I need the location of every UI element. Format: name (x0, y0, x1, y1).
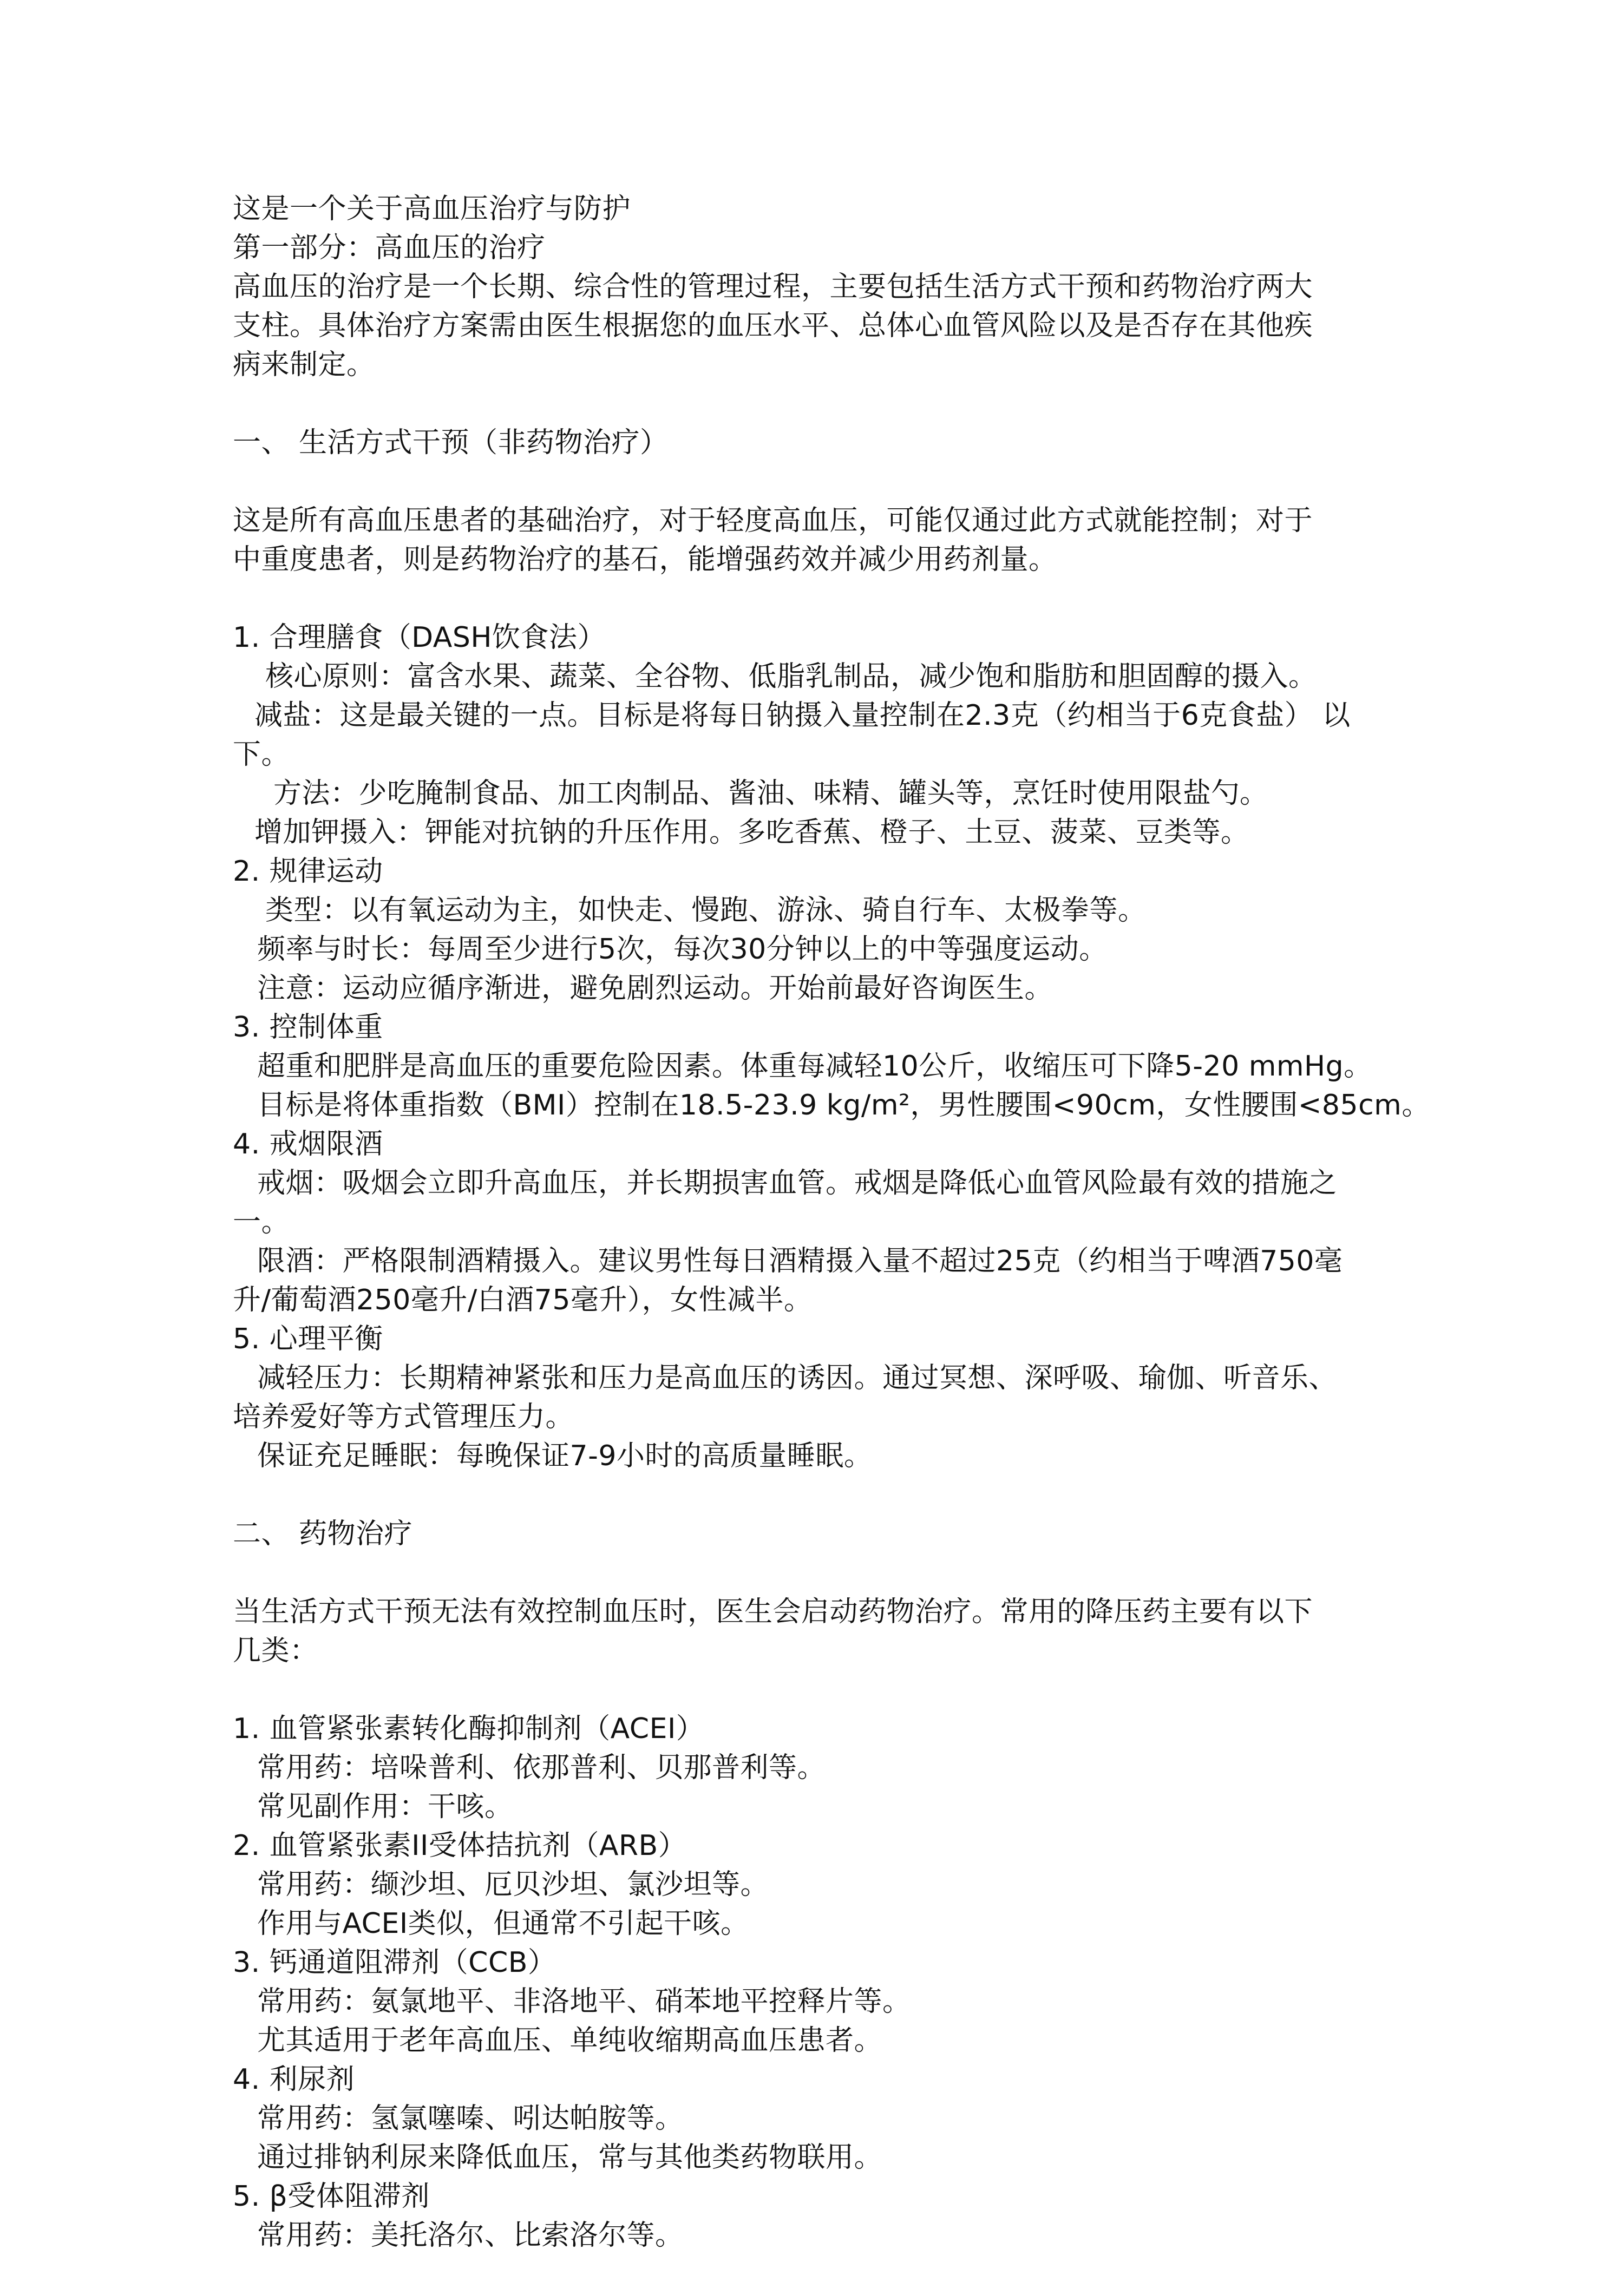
list-item: 保证充足睡眠：每晚保证7-9小时的高质量睡眠。 (257, 1440, 873, 1472)
subsection-heading: 2. 规律运动 (233, 855, 383, 888)
paragraph-line: 几类： (233, 1635, 318, 1667)
subsection-heading: 4. 利尿剂 (233, 2063, 355, 2096)
list-item: 减盐：这是最关键的一点。目标是将每日钠摄入量控制在2.3克（约相当于6克食盐） 以 (254, 699, 1351, 732)
list-item: 培养爱好等方式管理压力。 (233, 1401, 574, 1433)
list-item: 减轻压力：长期精神紧张和压力是高血压的诱因。通过冥想、深呼吸、瑜伽、听音乐、 (257, 1362, 1338, 1394)
list-item: 常用药：氢氯噻嗪、吲达帕胺等。 (257, 2102, 684, 2135)
list-item: 类型：以有氧运动为主，如快走、慢跑、游泳、骑自行车、太极拳等。 (265, 894, 1147, 927)
subsection-heading: 5. 心理平衡 (233, 1323, 383, 1355)
subsection-heading: 3. 控制体重 (233, 1011, 383, 1044)
list-item: 常用药：缬沙坦、厄贝沙坦、氯沙坦等。 (257, 1868, 769, 1901)
subsection-heading: 4. 戒烟限酒 (233, 1128, 383, 1160)
part-heading: 第一部分：高血压的治疗 (233, 232, 546, 264)
list-item: 增加钾摄入：钾能对抗钠的升压作用。多吃香蕉、橙子、土豆、菠菜、豆类等。 (254, 816, 1249, 849)
intro-line: 高血压的治疗是一个长期、综合性的管理过程，主要包括生活方式干预和药物治疗两大 (233, 271, 1313, 303)
list-item: 升/葡萄酒250毫升/白酒75毫升），女性减半。 (233, 1284, 813, 1316)
paragraph-line: 中重度患者，则是药物治疗的基石，能增强药效并减少用药剂量。 (233, 543, 1057, 576)
list-item: 常用药：氨氯地平、非洛地平、硝苯地平控释片等。 (257, 1985, 911, 2018)
list-item: 戒烟：吸烟会立即升高血压，并长期损害血管。戒烟是降低心血管风险最有效的措施之 (257, 1167, 1338, 1199)
list-item: 常见副作用：干咳。 (257, 1791, 513, 1823)
list-item: 一。 (233, 1206, 290, 1238)
list-item: 作用与ACEI类似，但通常不引起干咳。 (257, 1907, 749, 1940)
list-item: 通过排钠利尿来降低血压，常与其他类药物联用。 (257, 2141, 883, 2174)
list-item: 限酒：严格限制酒精摄入。建议男性每日酒精摄入量不超过25克（约相当于啤酒750毫 (257, 1245, 1343, 1277)
section-heading: 二、 药物治疗 (233, 1518, 413, 1550)
subsection-heading: 1. 血管紧张素转化酶抑制剂（ACEI） (233, 1713, 705, 1745)
subsection-heading: 5. β受体阻滞剂 (233, 2180, 430, 2213)
list-item: 核心原则：富含水果、蔬菜、全谷物、低脂乳制品，减少饱和脂肪和胆固醇的摄入。 (265, 660, 1317, 693)
list-item: 方法：少吃腌制食品、加工肉制品、酱油、味精、罐头等，烹饪时使用限盐勺。 (273, 777, 1268, 810)
list-item: 超重和肥胖是高血压的重要危险因素。体重每减轻10公斤，收缩压可下降5-20 mmHg。 (257, 1050, 1372, 1083)
list-item: 常用药：培哚普利、依那普利、贝那普利等。 (257, 1752, 826, 1784)
subsection-heading: 2. 血管紧张素II受体拮抗剂（ARB） (233, 1830, 687, 1862)
list-item: 尤其适用于老年高血压、单纯收缩期高血压患者。 (257, 2024, 883, 2057)
list-item: 频率与时长：每周至少进行5次，每次30分钟以上的中等强度运动。 (257, 933, 1108, 966)
paragraph-line: 当生活方式干预无法有效控制血压时，医生会启动药物治疗。常用的降压药主要有以下 (233, 1596, 1313, 1628)
intro-line: 病来制定。 (233, 349, 375, 381)
subsection-heading: 3. 钙通道阻滞剂（CCB） (233, 1946, 556, 1979)
document-title: 这是一个关于高血压治疗与防护 (233, 193, 631, 225)
list-item: 注意：运动应循序渐进，避免剧烈运动。开始前最好咨询医生。 (257, 972, 1053, 1005)
intro-line: 支柱。具体治疗方案需由医生根据您的血压水平、总体心血管风险以及是否存在其他疾 (233, 310, 1313, 342)
list-item: 下。 (233, 738, 290, 771)
paragraph-line: 这是所有高血压患者的基础治疗，对于轻度高血压，可能仅通过此方式就能控制；对于 (233, 504, 1313, 537)
list-item: 常用药：美托洛尔、比索洛尔等。 (257, 2219, 684, 2252)
subsection-heading: 1. 合理膳食（DASH饮食法） (233, 621, 606, 654)
section-heading: 一、 生活方式干预（非药物治疗） (233, 427, 669, 459)
list-item: 目标是将体重指数（BMI）控制在18.5-23.9 kg/m²，男性腰围<90cm，女性腰围<85cm。 (257, 1089, 1430, 1122)
